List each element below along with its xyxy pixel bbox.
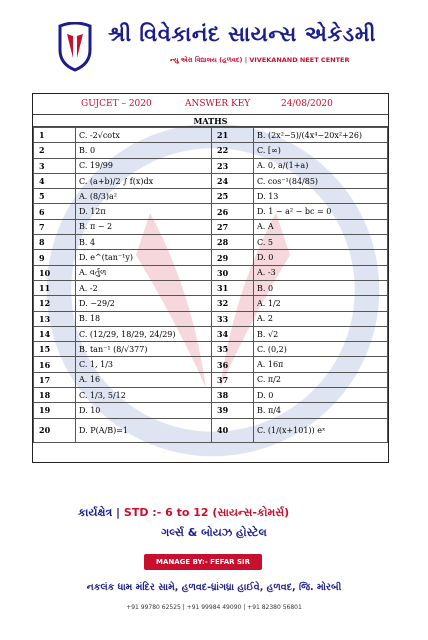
- question-number: 19: [34, 403, 76, 418]
- academy-logo-icon: [58, 22, 92, 72]
- question-number: 29: [212, 250, 254, 265]
- answer-cell: C. (1/(x+101)) eˣ: [254, 418, 388, 442]
- table-row: [34, 173, 388, 188]
- question-number: 23: [212, 158, 254, 173]
- table-row: [34, 388, 388, 403]
- answer-cell: B. (2x²−5)/(4x⁴−20x²+26): [254, 128, 388, 143]
- answer-cell: A. 1/2: [254, 296, 388, 311]
- question-number: 36: [212, 357, 254, 372]
- table-row: [34, 204, 388, 219]
- question-number: 4: [34, 173, 76, 188]
- question-number: 2: [34, 143, 76, 158]
- std-range: STD :- 6 to 12 (સાયન્સ-કોમર્સ): [123, 506, 290, 519]
- question-number: 20: [34, 418, 76, 442]
- question-number: 24: [212, 173, 254, 188]
- question-number: 9: [34, 250, 76, 265]
- question-number: 1: [34, 128, 76, 143]
- question-number: 34: [212, 326, 254, 341]
- answer-cell: B. π − 2: [76, 219, 212, 234]
- table-row: [34, 235, 388, 250]
- question-number: 30: [212, 265, 254, 280]
- question-number: 11: [34, 280, 76, 295]
- answer-cell: A. (8/3)a²: [76, 189, 212, 204]
- question-number: 13: [34, 311, 76, 326]
- answer-cell: C. 19/99: [76, 158, 212, 173]
- answer-cell: B. 4: [76, 235, 212, 250]
- header: [0, 0, 428, 82]
- exam-name: GUJCET – 2020: [81, 99, 152, 109]
- question-number: 17: [34, 372, 76, 387]
- question-number: 7: [34, 219, 76, 234]
- exam-date: 24/08/2020: [281, 99, 333, 109]
- workfield-line: [78, 506, 289, 520]
- answer-cell: D. 12π: [76, 204, 212, 219]
- table-row: [34, 311, 388, 326]
- phone-numbers: +91 99780 62525 | +91 99984 49090 | +91 82380 56801: [126, 604, 302, 611]
- table-row: [34, 265, 388, 280]
- answer-cell: C. [∞): [254, 143, 388, 158]
- question-number: 12: [34, 296, 76, 311]
- answer-cell: C. 5: [254, 235, 388, 250]
- answer-key-sheet: [32, 93, 389, 463]
- workfield-label: કાર્યક્ષેત્ર |: [78, 506, 121, 519]
- answer-cell: A. -2: [76, 280, 212, 295]
- answer-cell: C. (0,2): [254, 342, 388, 357]
- table-row: [34, 418, 388, 442]
- answer-cell: D. 13: [254, 189, 388, 204]
- question-number: 10: [34, 265, 76, 280]
- sheet-header: [33, 94, 388, 114]
- question-number: 38: [212, 388, 254, 403]
- answer-cell: B. 0: [254, 280, 388, 295]
- answer-cell: C. cos⁻¹(84/85): [254, 173, 388, 188]
- answer-cell: A. 16π: [254, 357, 388, 372]
- answer-cell: D. P(A/B)=1: [76, 418, 212, 442]
- answer-cell: D. −29/2: [76, 296, 212, 311]
- answer-cell: D. e^(tan⁻¹y): [76, 250, 212, 265]
- question-number: 31: [212, 280, 254, 295]
- question-number: 16: [34, 357, 76, 372]
- address: નકલંક ધામ મંદિર સામે, હળવદ-ધ્રાંગધ્રા હાઈવે, હળવદ, જિ. મોરબી: [86, 582, 342, 593]
- answer-cell: B. 18: [76, 311, 212, 326]
- table-row: [34, 357, 388, 372]
- subject-label: MATHS: [33, 114, 388, 127]
- question-number: 33: [212, 311, 254, 326]
- question-number: 25: [212, 189, 254, 204]
- answer-cell: C. 1/3, 5/12: [76, 388, 212, 403]
- table-row: [34, 280, 388, 295]
- answer-cell: C. -2√cotx: [76, 128, 212, 143]
- table-row: [34, 403, 388, 418]
- manage-badge: MANAGE BY:- FEFAR SIR: [144, 554, 262, 570]
- answer-cell: C. (12/29, 18/29, 24/29): [76, 326, 212, 341]
- question-number: 22: [212, 143, 254, 158]
- question-number: 15: [34, 342, 76, 357]
- question-number: 35: [212, 342, 254, 357]
- answer-cell: B. tan⁻¹ (8/√377): [76, 342, 212, 357]
- question-number: 21: [212, 128, 254, 143]
- question-number: 6: [34, 204, 76, 219]
- table-row: [34, 143, 388, 158]
- answer-cell: D. 1 − a² − bc = 0: [254, 204, 388, 219]
- question-number: 5: [34, 189, 76, 204]
- academy-title: શ્રી વિવેકાનંદ સાયન્સ એકેડમી: [108, 22, 377, 46]
- question-number: 27: [212, 219, 254, 234]
- answer-cell: A. -3: [254, 265, 388, 280]
- answer-cell: B. π/4: [254, 403, 388, 418]
- answer-cell: A. 16: [76, 372, 212, 387]
- doc-label: ANSWER KEY: [185, 99, 251, 109]
- question-number: 14: [34, 326, 76, 341]
- table-row: [34, 372, 388, 387]
- table-row: [34, 250, 388, 265]
- table-row: [34, 219, 388, 234]
- answer-cell: A. 0, a/(1+a): [254, 158, 388, 173]
- answer-cell: C. 1, 1/3: [76, 357, 212, 372]
- hostel-line: ગર્લ્સ & બોયઝ હોસ્ટેલ: [161, 526, 267, 539]
- academy-subtitle: ન્યુ એરા વિદ્યાલય (હળવદ) | VIVEKANAND NEET CENTER: [170, 56, 350, 64]
- question-number: 3: [34, 158, 76, 173]
- table-row: [34, 158, 388, 173]
- table-row: [34, 128, 388, 143]
- question-number: 18: [34, 388, 76, 403]
- answer-cell: A. A: [254, 219, 388, 234]
- answer-cell: B. √2: [254, 326, 388, 341]
- table-row: [34, 342, 388, 357]
- answer-cell: C. π/2: [254, 372, 388, 387]
- table-row: [34, 189, 388, 204]
- answer-cell: D. 0: [254, 388, 388, 403]
- answer-cell: A. વર્તુળ: [76, 265, 212, 280]
- answer-cell: D. 10: [76, 403, 212, 418]
- answer-cell: D. 0: [254, 250, 388, 265]
- question-number: 39: [212, 403, 254, 418]
- question-number: 37: [212, 372, 254, 387]
- question-number: 8: [34, 235, 76, 250]
- question-number: 32: [212, 296, 254, 311]
- answer-cell: B. 0: [76, 143, 212, 158]
- question-number: 28: [212, 235, 254, 250]
- answer-cell: C. (a+b)/2 ∫ f(x)dx: [76, 173, 212, 188]
- question-number: 26: [212, 204, 254, 219]
- question-number: 40: [212, 418, 254, 442]
- answer-table: [33, 127, 388, 443]
- answer-cell: A. 2: [254, 311, 388, 326]
- table-row: [34, 326, 388, 341]
- table-row: [34, 296, 388, 311]
